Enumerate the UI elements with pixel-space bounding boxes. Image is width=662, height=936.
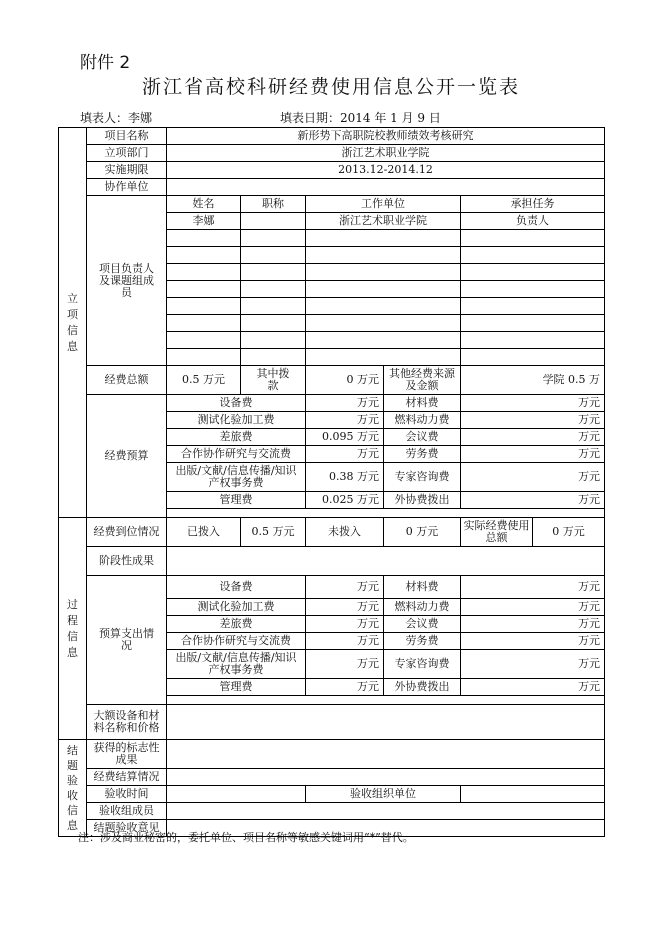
stage-results-value bbox=[167, 547, 605, 576]
allocated-value: 0.5 万元 bbox=[241, 518, 306, 547]
large-equipment-label: 大额设备和材料名称和价格 bbox=[87, 705, 167, 740]
expend-item-value: 万元 bbox=[461, 633, 605, 650]
expend-item-label: 劳务费 bbox=[384, 633, 461, 650]
unallocated-value: 0 万元 bbox=[384, 518, 461, 547]
member-task: 负责人 bbox=[461, 213, 605, 230]
acceptance-org-value bbox=[461, 786, 605, 803]
budget-item-value: 万元 bbox=[461, 463, 605, 492]
budget-item-value: 万元 bbox=[461, 412, 605, 429]
expend-item-value: 万元 bbox=[306, 650, 384, 679]
allocation-label: 其中拨款 bbox=[241, 366, 306, 395]
member-header-unit: 工作单位 bbox=[306, 196, 461, 213]
achievement-value bbox=[167, 740, 605, 769]
expend-item-label: 材料费 bbox=[384, 576, 461, 599]
member-header-task: 承担任务 bbox=[461, 196, 605, 213]
settlement-value bbox=[167, 769, 605, 786]
budget-label: 经费预算 bbox=[87, 395, 167, 518]
allocation-value: 0 万元 bbox=[306, 366, 384, 395]
budget-item-label: 燃料动力费 bbox=[384, 412, 461, 429]
budget-item-value: 0.095 万元 bbox=[306, 429, 384, 446]
stage-results-label: 阶段性成果 bbox=[87, 547, 167, 576]
expend-item-value: 万元 bbox=[461, 599, 605, 616]
allocated-label: 已拨入 bbox=[167, 518, 241, 547]
member-name: 李娜 bbox=[167, 213, 241, 230]
project-name-value: 新形势下高职院校教师绩效考核研究 bbox=[167, 128, 605, 145]
acceptance-time-value bbox=[167, 786, 306, 803]
fill-date-label: 填表日期：2014 年 1 月 9 日 bbox=[280, 111, 441, 125]
budget-item-label: 管理费 bbox=[167, 492, 306, 509]
member-title bbox=[241, 213, 306, 230]
section-project-info: 立 项 信 息 bbox=[59, 128, 87, 518]
expend-item-label: 测试化验加工费 bbox=[167, 599, 306, 616]
expend-item-label: 合作协作研究与交流费 bbox=[167, 633, 306, 650]
member-header-title: 职称 bbox=[241, 196, 306, 213]
large-equipment-value bbox=[167, 705, 605, 740]
expend-item-value: 万元 bbox=[306, 616, 384, 633]
unallocated-label: 未拨入 bbox=[306, 518, 384, 547]
section-process-info: 过 程 信 息 bbox=[59, 518, 87, 740]
budget-item-value: 万元 bbox=[461, 492, 605, 509]
other-funds-value: 学院 0.5 万 bbox=[461, 366, 605, 395]
expend-item-label: 差旅费 bbox=[167, 616, 306, 633]
project-name-label: 项目名称 bbox=[87, 128, 167, 145]
attachment-label: 附件 2 bbox=[80, 53, 131, 73]
info-table bbox=[58, 127, 605, 837]
budget-item-label: 设备费 bbox=[167, 395, 306, 412]
other-funds-label: 其他经费来源及金额 bbox=[384, 366, 461, 395]
budget-item-value: 万元 bbox=[306, 446, 384, 463]
budget-expenditure-label: 预算支出情况 bbox=[87, 576, 167, 705]
settlement-label: 经费结算情况 bbox=[87, 769, 167, 786]
budget-item-label: 外协费拨出 bbox=[384, 492, 461, 509]
expend-item-value: 万元 bbox=[461, 616, 605, 633]
budget-item-value: 万元 bbox=[461, 429, 605, 446]
expend-item-label: 外协费拨出 bbox=[384, 679, 461, 696]
budget-item-label: 会议费 bbox=[384, 429, 461, 446]
funds-arrival-label: 经费到位情况 bbox=[87, 518, 167, 547]
member-unit: 浙江艺术职业学院 bbox=[306, 213, 461, 230]
expend-item-label: 管理费 bbox=[167, 679, 306, 696]
filler-label: 填表人：李娜 bbox=[80, 111, 153, 125]
budget-item-value: 0.38 万元 bbox=[306, 463, 384, 492]
acceptance-org-label: 验收组织单位 bbox=[306, 786, 461, 803]
expend-item-label: 出版/文献/信息传播/知识产权事务费 bbox=[167, 650, 306, 679]
team-members-label: 项目负责人及课题组成员 bbox=[87, 196, 167, 366]
expend-item-label: 专家咨询费 bbox=[384, 650, 461, 679]
expend-item-value: 万元 bbox=[306, 633, 384, 650]
expend-item-label: 设备费 bbox=[167, 576, 306, 599]
expend-item-value: 万元 bbox=[306, 599, 384, 616]
budget-item-label: 材料费 bbox=[384, 395, 461, 412]
actual-use-label: 实际经费使用总额 bbox=[461, 518, 533, 547]
achievement-label: 获得的标志性成果 bbox=[87, 740, 167, 769]
budget-item-value: 万元 bbox=[306, 395, 384, 412]
expend-item-value: 万元 bbox=[461, 650, 605, 679]
budget-item-label: 劳务费 bbox=[384, 446, 461, 463]
budget-item-label: 出版/文献/信息传播/知识产权事务费 bbox=[167, 463, 306, 492]
budget-item-label: 专家咨询费 bbox=[384, 463, 461, 492]
budget-item-value: 万元 bbox=[306, 412, 384, 429]
expend-item-value: 万元 bbox=[461, 576, 605, 599]
total-funds-value: 0.5 万元 bbox=[167, 366, 241, 395]
project-dept-label: 立项部门 bbox=[87, 145, 167, 162]
section-closure-info: 结 题 验 收 信 息 bbox=[59, 740, 87, 837]
budget-item-label: 合作协作研究与交流费 bbox=[167, 446, 306, 463]
acceptance-opinion-label: 结题验收意见 bbox=[87, 820, 167, 837]
expend-item-label: 燃料动力费 bbox=[384, 599, 461, 616]
acceptance-time-label: 验收时间 bbox=[87, 786, 167, 803]
acceptance-members-value bbox=[167, 803, 605, 820]
expend-item-value: 万元 bbox=[306, 679, 384, 696]
member-header-name: 姓名 bbox=[167, 196, 241, 213]
budget-item-value: 万元 bbox=[461, 446, 605, 463]
total-funds-label: 经费总额 bbox=[87, 366, 167, 395]
budget-item-value: 0.025 万元 bbox=[306, 492, 384, 509]
expend-item-label: 会议费 bbox=[384, 616, 461, 633]
expend-item-value: 万元 bbox=[306, 576, 384, 599]
actual-use-value: 0 万元 bbox=[533, 518, 605, 547]
budget-item-value: 万元 bbox=[461, 395, 605, 412]
budget-item-label: 差旅费 bbox=[167, 429, 306, 446]
expend-item-value: 万元 bbox=[461, 679, 605, 696]
project-period-value: 2013.12-2014.12 bbox=[167, 162, 605, 179]
collab-unit-label: 协作单位 bbox=[87, 179, 167, 196]
acceptance-members-label: 验收组成员 bbox=[87, 803, 167, 820]
budget-item-label: 测试化验加工费 bbox=[167, 412, 306, 429]
project-dept-value: 浙江艺术职业学院 bbox=[167, 145, 605, 162]
collab-unit-value bbox=[167, 179, 605, 196]
footnote: 注：涉及商业秘密的，委托单位、项目名称等敏感关键词用“*”替代。 bbox=[78, 831, 414, 844]
project-period-label: 实施期限 bbox=[87, 162, 167, 179]
page-title: 浙江省高校科研经费使用信息公开一览表 bbox=[141, 76, 520, 98]
